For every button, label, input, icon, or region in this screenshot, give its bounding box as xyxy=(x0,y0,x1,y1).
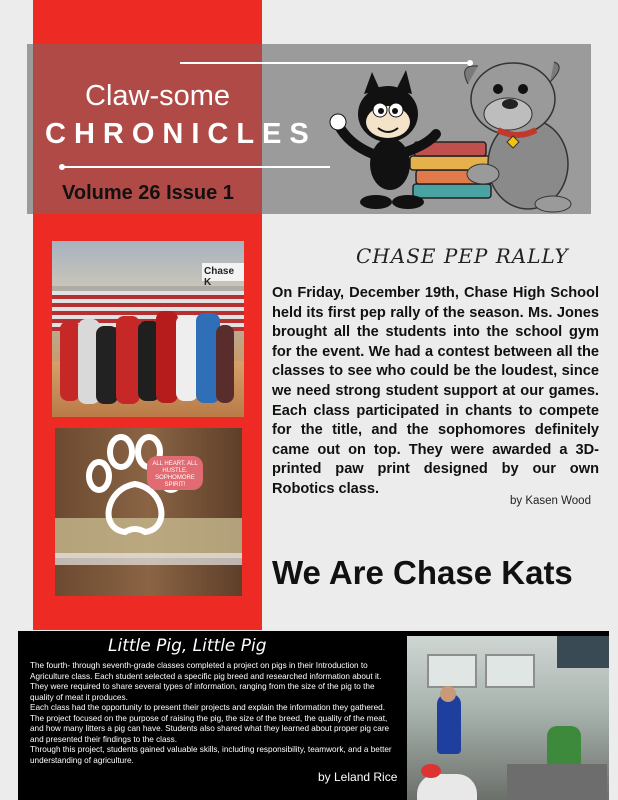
students-group xyxy=(60,301,235,406)
pig-paragraph-1: The fourth- through seventh-grade classes completed a project on pigs in their Introduction to Agriculture class. Each student selected a specific pig breed and researched information about it. They were required to share several types of information, ranging from the size of the pig to the quality of meat it produces. xyxy=(30,661,382,702)
mascots-illustration xyxy=(318,44,578,214)
newsletter-title-line1: Claw-some xyxy=(85,80,231,112)
pep-rally-byline: by Kasen Wood xyxy=(510,495,591,507)
pig-article-body xyxy=(30,661,400,766)
pep-rally-article: On Friday, December 19th, Chase High School held its first pep rally of the season. Ms. Jones brought all the students into the school gym for the event. We had a contest between all the classes to see who could be the loudest, since we need strong student support at our games. Each class participated in chants to compete for the title, and the sophomores definitely came out on top. They were awarded a 3D-printed paw print designed by our own Robotics class. xyxy=(272,285,599,497)
student-presenting xyxy=(437,694,461,754)
student-seated xyxy=(547,726,581,766)
pig-paragraph-3: Through this project, students gained valuable skills, including responsibility, teamwork, and a better understanding of agriculture. xyxy=(30,745,392,765)
pig-article-byline: by Leland Rice xyxy=(318,770,398,784)
newsletter-title-line2: CHRONICLES xyxy=(45,118,317,150)
classroom-screen xyxy=(557,636,609,668)
gym-sign: Chase K xyxy=(202,263,244,281)
volume-issue-label: Volume 26 Issue 1 xyxy=(62,182,234,204)
classroom-photo xyxy=(407,636,609,800)
masthead-bottom-rule xyxy=(62,166,330,168)
pep-rally-title: CHASE PEP RALLY xyxy=(356,244,569,268)
paw-sign: ALL HEART. ALL HUSTLE. SOPHOMORE SPIRIT! xyxy=(147,456,203,490)
pig-paragraph-2: Each class had the opportunity to present their projects and explain the information they gathered. The project focused on the purpose of raising the pig, the size of the breed, the quality of the meat, and how many litters a pig can have. Students also shared what they learned about proper pig care and presented their findings to the class. xyxy=(30,703,390,744)
pig-article-title: Little Pig, Little Pig xyxy=(108,636,267,656)
slogan-headline: We Are Chase Kats xyxy=(272,554,573,591)
paw-print-award-photo xyxy=(55,428,242,596)
pep-rally-photo xyxy=(52,241,244,417)
